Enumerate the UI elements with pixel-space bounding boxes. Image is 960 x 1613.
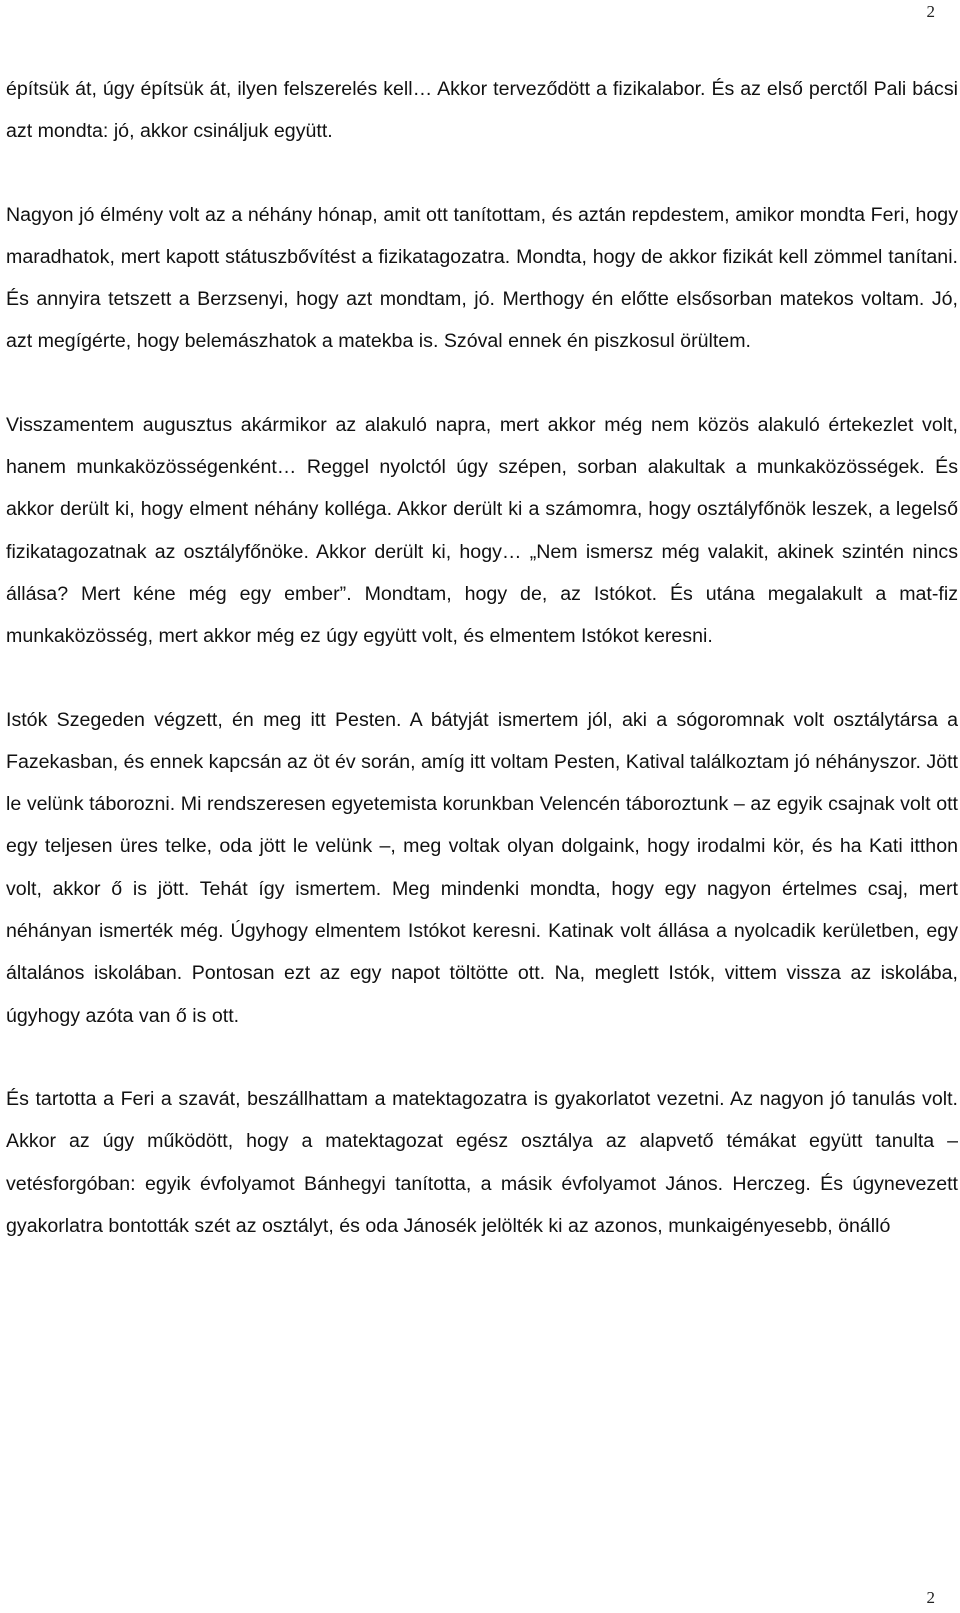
paragraph-4: Istók Szegeden végzett, én meg itt Pesten. A bátyját ismertem jól, aki a sógoromnak volt osztálytársa a Fazekasban, és ennek kapcsán az öt év során, amíg itt voltam Pesten, Katival találkoztam jó néhányszor. Jött le velünk táborozni. Mi rendszeresen egyetemista korunkban Velencén táboroztunk – az egyik csajnak volt ott egy teljesen üres telke, oda jött le velünk –, meg voltak olyan dolgaink, hogy irodalmi kör, és ha Kati itthon volt, akkor ő is jött. Tehát így ismertem. Meg mindenki mondta, hogy egy nagyon értelmes csaj, mert néhányan ismerték még. Úgyhogy elmentem Istókot keresni. Katinak volt állása a nyolcadik kerületben, egy általános iskolában. Pontosan ezt az egy napot töltötte ott. Na, meglett Istók, vittem vissza az iskolába, úgyhogy azóta van ő is ott. (6, 708, 958, 1027)
paragraph-2: Nagyon jó élmény volt az a néhány hónap, amit ott tanítottam, és aztán repdestem, amikor mondta Feri, hogy maradhatok, mert kapott státuszbővítést a fizikatagozatra. Mondta, hogy de akkor fizikát kell zömmel tanítani. És annyira tetszett a Berzsenyi, hogy azt mondtam, jó. Merthogy én előtte elsősorban matekos voltam. Jó, azt megígérte, hogy belemászhatok a matekba is. Szóval ennek én piszkosul örültem. (6, 203, 958, 353)
page-number-top: 2 (926, 2, 935, 21)
paragraph-3: Visszamentem augusztus akármikor az alakuló napra, mert akkor még nem közös alakuló értekezlet volt, hanem munkaközösségenként… Reggel nyolctól úgy szépen, sorban alakultak a munkaközösségek. És akkor derült ki, hogy elment néhány kolléga. Akkor derült ki a számomra, hogy osztályfőnök leszek, a legelső fizikatagozatnak az osztályfőnöke. Akkor derült ki, hogy… „Nem ismersz még valakit, akinek szintén nincs állása? Mert kéne még egy ember”. Mondtam, hogy de, az Istókot. És utána megalakult a mat-fiz munkaközösség, mert akkor még ez úgy együtt volt, és elmentem Istókot keresni. (6, 413, 958, 648)
page-number-bottom: 2 (926, 1588, 935, 1607)
document-body (6, 68, 958, 1288)
paragraph-5: És tartotta a Feri a szavát, beszállhattam a matektagozatra is gyakorlatot vezetni. Az nagyon jó tanulás volt. Akkor az úgy működött, hogy a matektagozat egész osztálya az alapvető témákat együtt tanulta – vetésforgóban: egyik évfolyamot Bánhegyi tanította, a másik évfolyamot János. Herczeg. És úgynevezett gyakorlatra bontották szét az osztályt, és oda Jánosék jelölték ki az azonos, munkaigényesebb, önálló (6, 1087, 958, 1237)
paragraph-1: építsük át, úgy építsük át, ilyen felszerelés kell… Akkor terveződött a fizikalabor. És az első perctől Pali bácsi azt mondta: jó, akkor csináljuk együtt. (6, 78, 958, 143)
